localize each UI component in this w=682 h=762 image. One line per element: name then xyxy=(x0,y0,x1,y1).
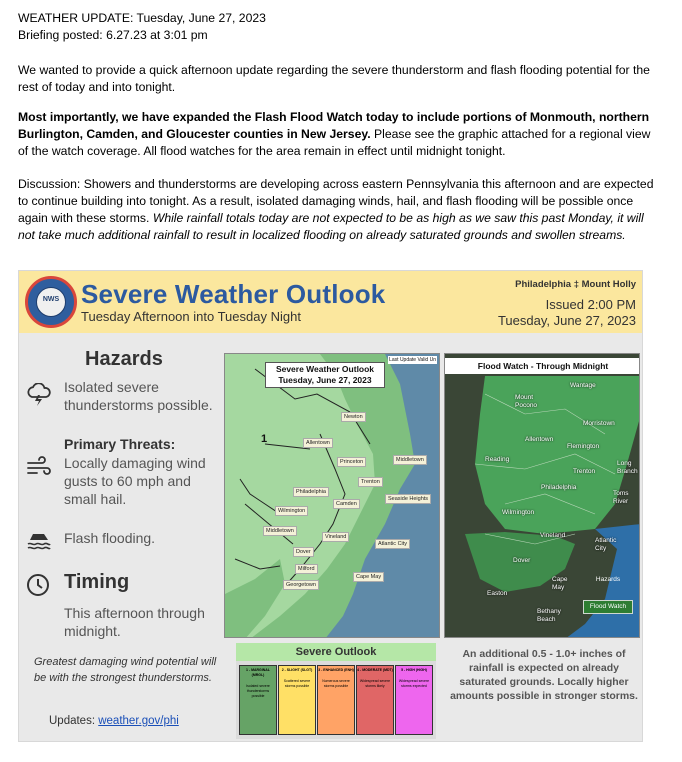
map2-label: Trenton xyxy=(573,468,596,475)
issued-time: Issued 2:00 PM xyxy=(545,297,636,312)
risk-category-enhanced xyxy=(317,665,355,735)
timing-heading: Timing xyxy=(64,571,130,593)
map1-label: Camden xyxy=(333,499,360,509)
briefing-header xyxy=(18,10,658,44)
hazard-thunderstorm-text: Isolated severe thunderstorms possible. xyxy=(64,379,213,413)
primary-threat-wind-text: Locally damaging wind gusts to 60 mph and small hail. xyxy=(64,455,206,507)
map1-region-number: 1 xyxy=(261,433,268,445)
map2-label: Wilmington xyxy=(502,509,535,516)
map1-label: Wilmington xyxy=(275,506,308,516)
map1-update-box: Last Update Valid Un xyxy=(389,357,436,363)
rainfall-panel xyxy=(446,643,642,739)
flood-watch-map xyxy=(444,353,640,638)
map2-label: Vineland xyxy=(540,532,566,539)
map1-label: Philadelphia xyxy=(293,487,329,497)
map1-label: Seaside Heights xyxy=(385,494,431,504)
discussion-paragraph xyxy=(18,176,658,244)
severe-outlook-heading: Severe Outlook xyxy=(236,643,436,661)
updates-line xyxy=(49,715,179,727)
map1-label: Milford xyxy=(295,564,318,574)
risk-category-label: 2 - SLIGHT (SLGT) xyxy=(281,668,313,672)
map2-label: Reading xyxy=(485,456,510,463)
watch-paragraph-normal: Please see the graphic attached for a regional view of the watch coverage. All flood watches for the area remain in effect until midnight tonight. xyxy=(18,127,651,158)
flooded-car-icon xyxy=(26,527,52,555)
office-label: Philadelphia ‡ Mount Holly xyxy=(515,279,636,290)
risk-categories xyxy=(239,665,433,735)
rainfall-text: An additional 0.5 - 1.0+ inches of rainfall is expected on already saturated grounds. Locally higher amounts possible in stronger storms. xyxy=(450,648,638,702)
map2-label: Morristown xyxy=(583,420,615,427)
risk-category-description: Widespread severe storms likely xyxy=(359,679,391,688)
risk-category-high xyxy=(395,665,433,735)
map2-legend-flood-watch: Flood Watch xyxy=(583,600,633,614)
thunderstorm-icon xyxy=(26,383,52,411)
severe-outlook-panel xyxy=(236,643,436,739)
damaging-wind-note: Greatest damaging wind potential will be with the strongest thunderstorms. xyxy=(34,656,217,684)
map2-label: Cape May xyxy=(552,576,568,591)
map1-label: Georgetown xyxy=(283,580,319,590)
clock-icon xyxy=(26,573,50,601)
risk-category-description: Widespread severe storms expected xyxy=(398,679,430,688)
risk-category-label: 1 - MARGINAL (MRGL) xyxy=(246,668,270,677)
discussion-normal: Discussion: Showers and thunderstorms are developing across eastern Pennsylvania this afternoon and are expected to continue building into tonight. As a result, isolated damaging winds, hail, and flash flooding will be possible once again with these storms. xyxy=(18,177,654,225)
risk-category-description: Scattered severe storms possible xyxy=(283,679,311,688)
risk-category-description: Numerous severe storms possible xyxy=(322,679,350,688)
map1-label: Cape May xyxy=(353,572,384,582)
map1-label: Newton xyxy=(341,412,366,422)
issued-date: Tuesday, June 27, 2023 xyxy=(497,313,636,328)
wind-icon xyxy=(26,455,52,483)
map2-label: Wantage xyxy=(570,382,596,389)
map1-label: Trenton xyxy=(358,477,383,487)
update-title: WEATHER UPDATE: Tuesday, June 27, 2023 xyxy=(18,11,266,25)
risk-category-description: Isolated severe thunderstorms possible xyxy=(246,684,270,698)
map2-label: Dover xyxy=(513,557,531,564)
map1-label: Princeton xyxy=(337,457,366,467)
risk-category-label: 3 - ENHANCED (ENH) xyxy=(318,668,354,672)
map2-label: Bethany Beach xyxy=(537,608,561,623)
risk-category-moderate xyxy=(356,665,394,735)
hazards-heading: Hazards xyxy=(85,348,163,370)
severe-outlook-map xyxy=(224,353,440,638)
risk-category-marginal xyxy=(239,665,277,735)
map1-label: Middletown xyxy=(393,455,427,465)
map2-label: Philadelphia xyxy=(541,484,577,491)
watch-paragraph xyxy=(18,109,658,160)
map1-title: Severe Weather Outlook Tuesday, June 27, 2023 xyxy=(265,362,385,388)
nws-logo-text: NWS xyxy=(42,296,60,303)
graphic-banner xyxy=(19,271,643,333)
posted-time: Briefing posted: 6.27.23 at 3:01 pm xyxy=(18,28,208,42)
graphic-subtitle: Tuesday Afternoon into Tuesday Night xyxy=(81,309,301,324)
updates-label: Updates: xyxy=(49,715,99,727)
risk-category-label: 4 - MODERATE (MDT) xyxy=(357,668,393,672)
map1-label: Middletown xyxy=(263,526,297,536)
timing-text: This afternoon through midnight. xyxy=(64,605,205,639)
severe-weather-outlook-graphic xyxy=(18,270,643,742)
map2-legend-title: Hazards xyxy=(595,576,621,583)
map2-title: Flood Watch - Through Midnight xyxy=(445,358,640,374)
map2-label: Long Branch xyxy=(617,460,638,475)
map2-label: Toms River xyxy=(613,490,629,505)
map1-label: Dover xyxy=(293,547,314,557)
map2-label: Easton xyxy=(487,590,508,597)
map2-label: Mount Pocono xyxy=(515,394,538,409)
map2-label: Flemington xyxy=(567,443,600,450)
map2-label: Allentown xyxy=(525,436,554,443)
intro-paragraph: We wanted to provide a quick afternoon update regarding the severe thunderstorm and flash flooding potential for the rest of today and into tonight. xyxy=(18,63,650,94)
watch-paragraph-bold: Most importantly, we have expanded the Flash Flood Watch today to include portions of Monmouth, northern Burlington, Camden, and Gloucester counties in New Jersey. xyxy=(18,110,650,141)
map1-label: Vineland xyxy=(322,532,349,542)
graphic-title: Severe Weather Outlook xyxy=(81,279,386,309)
flood-watch-map-shapes xyxy=(445,354,640,638)
flash-flooding-text: Flash flooding. xyxy=(64,530,156,546)
risk-category-label: 5 - HIGH (HIGH) xyxy=(401,668,427,672)
updates-link[interactable]: weather.gov/phi xyxy=(98,715,179,727)
discussion-italic: While rainfall totals today are not expected to be as high as we saw this past Monday, it will not take much additional rainfall to result in localized flooding on already saturated grounds and swollen streams. xyxy=(18,211,644,242)
map1-label: Allentown xyxy=(303,438,333,448)
map2-label: Atlantic City xyxy=(595,537,617,552)
risk-category-slight xyxy=(278,665,316,735)
primary-threats-heading: Primary Threats: xyxy=(64,436,176,452)
nws-logo xyxy=(25,276,77,328)
map1-label: Atlantic City xyxy=(375,539,410,549)
